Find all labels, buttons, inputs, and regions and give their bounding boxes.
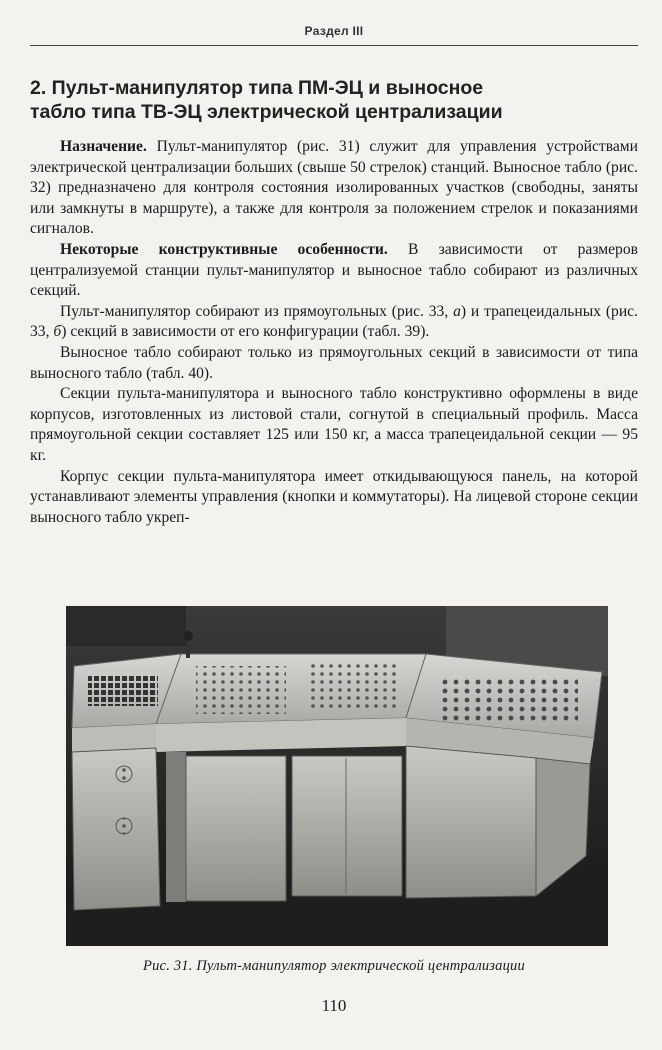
- figure-ref-a: а: [453, 302, 461, 320]
- paragraph-text: ) и трапецеидальных (рис. 33,: [30, 302, 638, 341]
- paragraph-text: Пульт-манипулятор (рис. 31) служит для управления устройствами электрической централизации больших (свыше 50 стрелок) станций. Выносное табло (рис. 32) предназначено для контроля состояния изолированных участков (свободны, заняты или замкнуты в маршруте), а также для контроля за положением стрелок и показаниями сигналов.: [30, 138, 638, 238]
- section-title: [30, 76, 638, 124]
- body-text: [30, 137, 638, 528]
- section-title-line-1: 2. Пульт-манипулятор типа ПМ-ЭЦ и выносное: [30, 77, 484, 99]
- paragraph-text: ) секций в зависимости от его конфигурации (табл. 39).: [61, 323, 430, 341]
- paragraph-console-assembly: [30, 302, 638, 343]
- paragraph-lead: Некоторые конструктивные особенности.: [60, 240, 388, 258]
- paragraph-design-features: [30, 240, 638, 302]
- section-title-line-2: табло типа ТВ-ЭЦ электрической централизации: [30, 101, 503, 123]
- paragraph-board-assembly: Выносное табло собирают только из прямоугольных секций в зависимости от типа выносного табло (табл. 40).: [30, 343, 638, 382]
- paragraph-purpose: [30, 137, 638, 240]
- figure-photo: [66, 606, 608, 946]
- paragraph-text: Пульт-манипулятор собирают из прямоугольных (рис. 33,: [60, 302, 454, 320]
- paragraph-text: В зависимости от размеров централизуемой станции пульт-манипулятор и выносное табло собирают из различных секций.: [30, 240, 638, 300]
- console-photo-illustration: [66, 606, 608, 946]
- paragraph-lead: Назначение.: [60, 138, 147, 155]
- running-head: Раздел III: [30, 24, 638, 46]
- figure-caption: Рис. 31. Пульт-манипулятор электрической централизации: [143, 958, 525, 974]
- paragraph-sections: Секции пульта-манипулятора и выносного табло конструктивно оформлены в виде корпусов, изготовленных из листовой стали, согнутой в специальный профиль. Масса прямоугольной секции составляет 125 или 150 кг, а масса трапецеидальной секции — 95 кг.: [30, 385, 638, 464]
- figure-ref-b: б: [53, 323, 62, 341]
- page-number: 110: [321, 996, 347, 1015]
- paragraph-housing: Корпус секции пульта-манипулятора имеет откидывающуюся панель, на которой устанавливают элементы управления (кнопки и коммутаторы). На лицевой стороне секции выносного табло укреп-: [30, 467, 638, 526]
